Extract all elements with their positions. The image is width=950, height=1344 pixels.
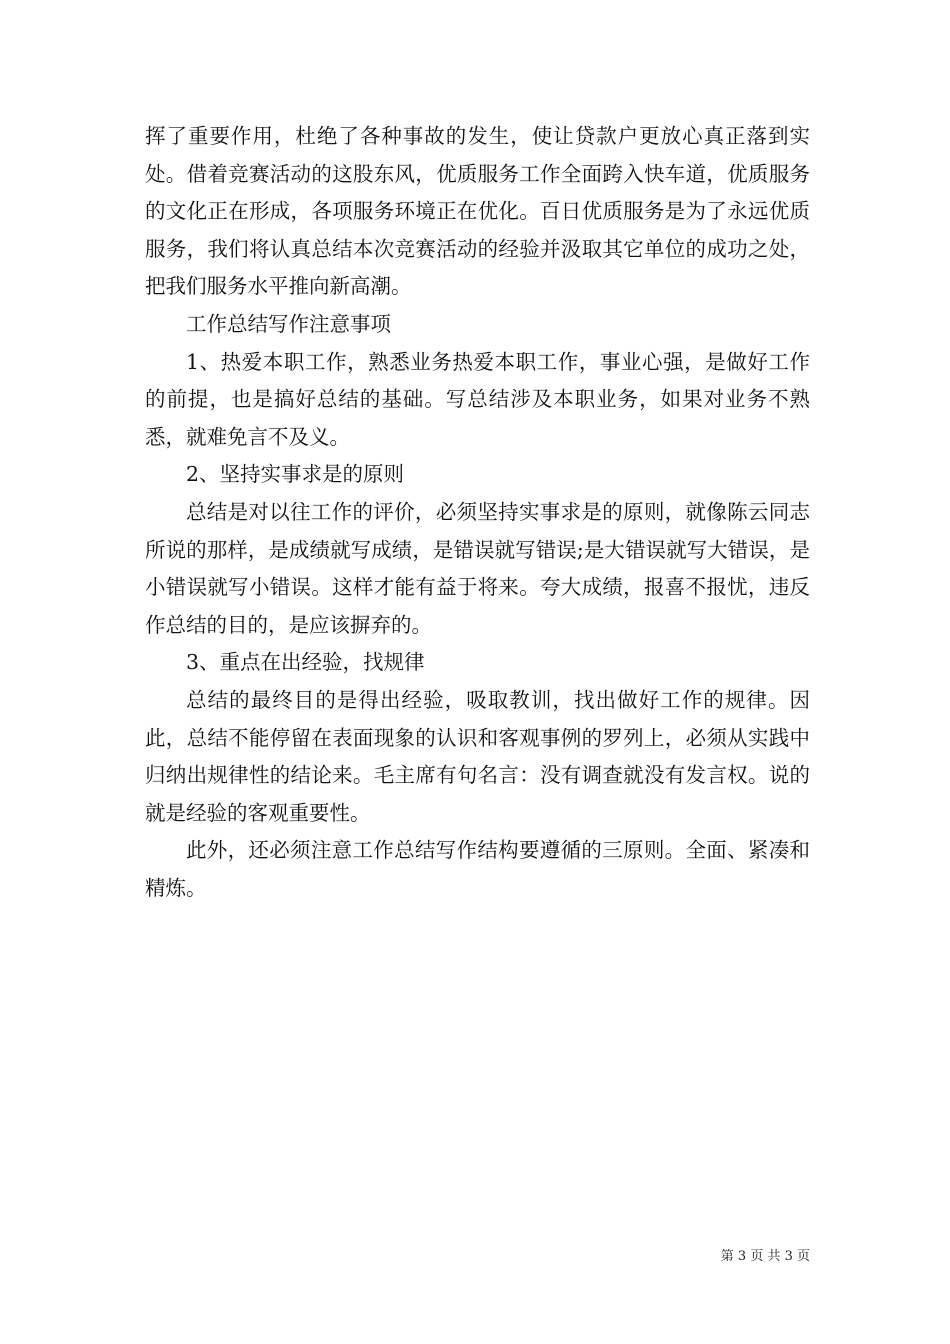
point-heading-2: 2、坚持实事求是的原则 xyxy=(186,462,405,487)
paragraph-point-1: 1、热爱本职工作，熟悉业务热爱本职工作，事业心强，是做好工作的前提，也是搞好总结的基础。写总结涉及本职业务，如果对业务不熟悉，就难免言不及义。 xyxy=(145,349,810,449)
paragraph-point-2: 总结是对以往工作的评价，必须坚持实事求是的原则，就像陈云同志所说的那样，是成绩就写成绩，是错误就写错误;是大错误就写大错误，是小错误就写小错误。这样才能有益于将来。夸大成绩，报喜不报忧，违反作总结的目的，是应该摒弃的。 xyxy=(145,499,810,637)
section-heading: 工作总结写作注意事项 xyxy=(186,311,391,336)
paragraph-point-3: 总结的最终目的是得出经验，吸取教训，找出做好工作的规律。因此，总结不能停留在表面现象的认识和客观事例的罗列上，必须从实践中归纳出规律性的结论来。毛主席有句名言：没有调查就没有发言权。说的就是经验的客观重要性。 xyxy=(145,687,810,825)
page-number-footer: 第 3 页 共 3 页 xyxy=(720,1249,810,1264)
point-heading-3: 3、重点在出经验，找规律 xyxy=(186,650,425,675)
paragraph-conclusion: 此外，还必须注意工作总结写作结构要遵循的三原则。全面、紧凑和精炼。 xyxy=(145,838,810,900)
document-body xyxy=(145,118,810,907)
paragraph-continuation: 挥了重要作用，杜绝了各种事故的发生，使让贷款户更放心真正落到实处。借着竞赛活动的这股东风，优质服务工作全面跨入快车道，优质服务的文化正在形成，各项服务环境正在优化。百日优质服务是为了永远优质服务，我们将认真总结本次竞赛活动的经验并汲取其它单位的成功之处，把我们服务水平推向新高潮。 xyxy=(145,124,810,299)
